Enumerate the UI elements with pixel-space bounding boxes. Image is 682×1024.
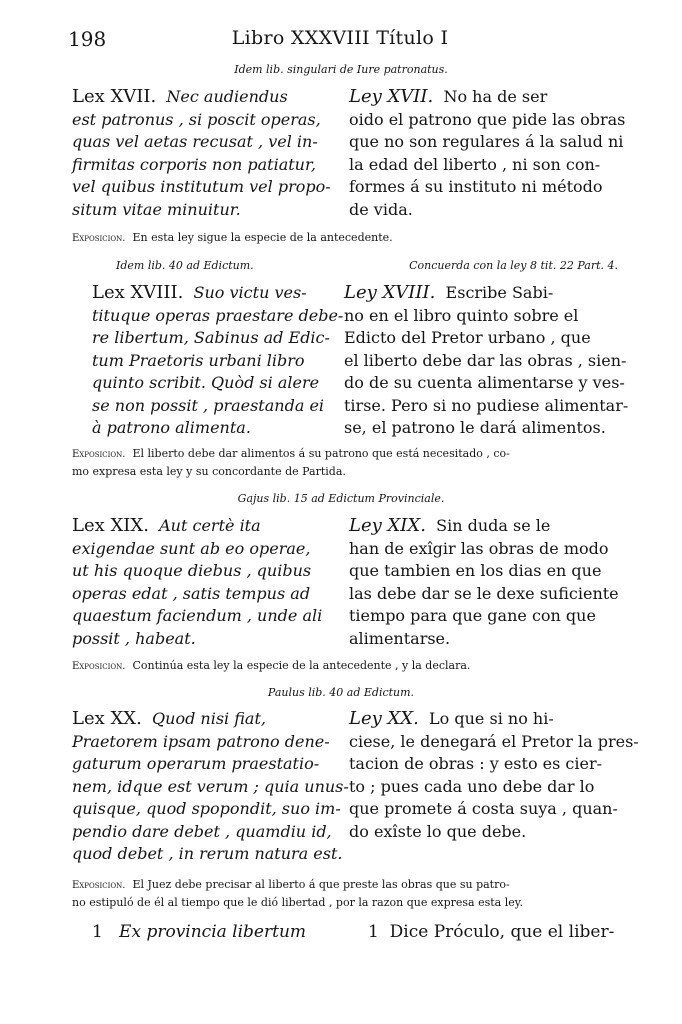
spanish-footnote-number: 1	[368, 922, 379, 942]
spanish-law-label: Ley XVII.	[349, 86, 434, 107]
spanish-column	[349, 708, 639, 843]
exposicion-label: Exposicion.	[72, 661, 126, 672]
exposicion-label: Exposicion.	[72, 233, 126, 244]
spanish-line: las debe dar se le dexe suficiente	[349, 583, 619, 603]
latin-line: tum Praetoris urbani libro	[92, 350, 305, 370]
source-citation: Gajus lib. 15 ad Edictum Provinciale.	[237, 492, 445, 505]
exposicion-line: El liberto debe dar alimentos á su patrono que está necesitado , co-	[132, 447, 510, 460]
latin-column	[72, 708, 349, 866]
exposicion-line: Continúa esta ley la especie de la antecedente , y la declara.	[132, 659, 471, 672]
spanish-law-label: Ley XIX.	[349, 515, 426, 536]
latin-line: Aut certè ita	[159, 516, 261, 535]
latin-line: quisque, quod spopondit, suo im-	[72, 799, 341, 818]
spanish-line: que tambien en los dias en que	[349, 561, 602, 580]
page-number: 198	[68, 27, 107, 51]
spanish-line: to ; pues cada uno debe dar lo	[349, 776, 595, 796]
exposicion-label: Exposicion.	[72, 449, 126, 460]
spanish-line: se, el patrono le dará alimentos.	[344, 418, 606, 437]
latin-footnote-line	[92, 922, 306, 942]
spanish-line: Edicto del Pretor urbano , que	[344, 328, 591, 347]
latin-line: se non possit , praestanda ei	[92, 395, 325, 415]
spanish-line: que no son regulares á la salud ni	[349, 132, 624, 151]
latin-line: à patrono alimenta.	[92, 418, 251, 437]
latin-law-label: Lex XVIII.	[92, 282, 184, 303]
spanish-line: no en el libro quinto sobre el	[344, 305, 579, 325]
latin-line: exigendae sunt ab eo operae,	[72, 538, 311, 558]
latin-law-label: Lex XIX.	[72, 515, 149, 536]
spanish-line: Escribe Sabi-	[445, 283, 554, 302]
spanish-line: No ha de ser	[443, 87, 548, 106]
page-header	[68, 27, 612, 61]
spanish-line: do exîste lo que debe.	[349, 821, 527, 841]
exposicion-line: En esta ley sigue la especie de la antecedente.	[132, 231, 393, 244]
source-citation: Idem lib. 40 ad Edictum.	[116, 259, 254, 272]
citation-row	[72, 259, 618, 272]
spanish-line: que promete á costa suya , quan-	[349, 799, 618, 818]
spanish-line: oido el patrono que pide las obras	[349, 109, 626, 129]
latin-line: re libertum, Sabinus ad Edic-	[92, 328, 330, 347]
latin-column	[92, 282, 343, 440]
latin-column	[72, 86, 331, 221]
spanish-line: Sin duda se le	[436, 516, 551, 535]
spanish-line: formes á su instituto ni método	[349, 177, 603, 196]
exposicion-label: Exposicion.	[72, 880, 126, 891]
exposicion-line: El Juez debe precisar al liberto á que preste las obras que su patro-	[132, 878, 510, 891]
latin-line: quinto scribit. Quòd si alere	[92, 373, 320, 392]
spanish-column	[344, 282, 628, 440]
latin-line: Nec audiendus	[166, 87, 288, 106]
latin-column	[72, 515, 322, 650]
spanish-footnote-text: Dice Próculo, que el liber-	[389, 922, 615, 942]
latin-line: operas edat , satis tempus ad	[72, 583, 311, 603]
latin-line: ut his quoque diebus , quibus	[72, 561, 312, 580]
latin-line: est patronus , si poscit operas,	[72, 109, 321, 129]
latin-line: Quod nisi fiat,	[152, 709, 266, 728]
spanish-column	[349, 515, 619, 650]
spanish-line: tacion de obras : y esto es cier-	[349, 754, 603, 773]
running-title: Libro XXXVIII Título I	[231, 27, 449, 49]
exposicion-note	[72, 445, 618, 480]
spanish-line: de vida.	[349, 199, 413, 219]
latin-line: quas vel aetas recusat , vel in-	[72, 132, 318, 151]
latin-line: quod debet , in rerum natura est.	[72, 844, 343, 863]
latin-law-label: Lex XVII.	[72, 86, 157, 107]
spanish-line: el liberto debe dar las obras , sien-	[344, 350, 627, 370]
spanish-line: la edad del liberto , ni son con-	[349, 154, 601, 174]
latin-line: gaturum operarum praestatio-	[72, 754, 320, 773]
latin-footnote-number: 1	[92, 922, 103, 942]
spanish-line: han de exîgir las obras de modo	[349, 538, 609, 558]
spanish-law-label: Ley XVIII.	[344, 282, 436, 303]
source-citation: Idem lib. singulari de Iure patronatus.	[234, 63, 448, 76]
exposicion-note	[72, 657, 618, 675]
latin-line: possit , habeat.	[72, 628, 196, 648]
exposicion-line: mo expresa esta ley y su concordante de Partida.	[72, 465, 346, 478]
spanish-line: tirse. Pero si no pudiese alimentar-	[344, 395, 629, 415]
latin-line: Praetorem ipsam patrono dene-	[72, 731, 330, 751]
spanish-line: alimentarse.	[349, 628, 451, 648]
exposicion-line: no estipuló de él al tiempo que le dió libertad , por la razon que expresa esta ley.	[72, 896, 524, 909]
latin-line: nem, idque est verum ; quia unus-	[72, 776, 349, 796]
concordance-note: Concuerda con la ley 8 tit. 22 Part. 4.	[409, 259, 618, 272]
exposicion-note	[72, 876, 618, 911]
spanish-line: do de su cuenta alimentarse y ves-	[344, 373, 625, 392]
spanish-line: tiempo para que gane con que	[349, 606, 596, 625]
spanish-line: ciese, le denegará el Pretor la pres-	[349, 731, 639, 751]
latin-line: pendio dare debet , quamdiu id,	[72, 821, 332, 841]
latin-line: firmitas corporis non patiatur,	[72, 154, 316, 174]
latin-law-label: Lex XX.	[72, 708, 142, 729]
latin-footnote-text: Ex provincia libertum	[119, 922, 307, 942]
exposicion-note	[72, 229, 618, 247]
latin-line: vel quibus institutum vel propo-	[72, 177, 331, 196]
latin-line: Suo victu ves-	[193, 283, 307, 302]
spanish-column	[349, 86, 625, 221]
spanish-footnote-line	[368, 922, 614, 942]
source-citation: Paulus lib. 40 ad Edictum.	[267, 686, 415, 699]
spanish-law-label: Ley XX.	[349, 708, 419, 729]
latin-line: quaestum faciendum , unde ali	[72, 606, 323, 625]
latin-line: tituque operas praestare debe-	[92, 305, 344, 325]
latin-line: situm vitae minuitur.	[72, 199, 241, 219]
spanish-line: Lo que si no hi-	[429, 709, 554, 728]
